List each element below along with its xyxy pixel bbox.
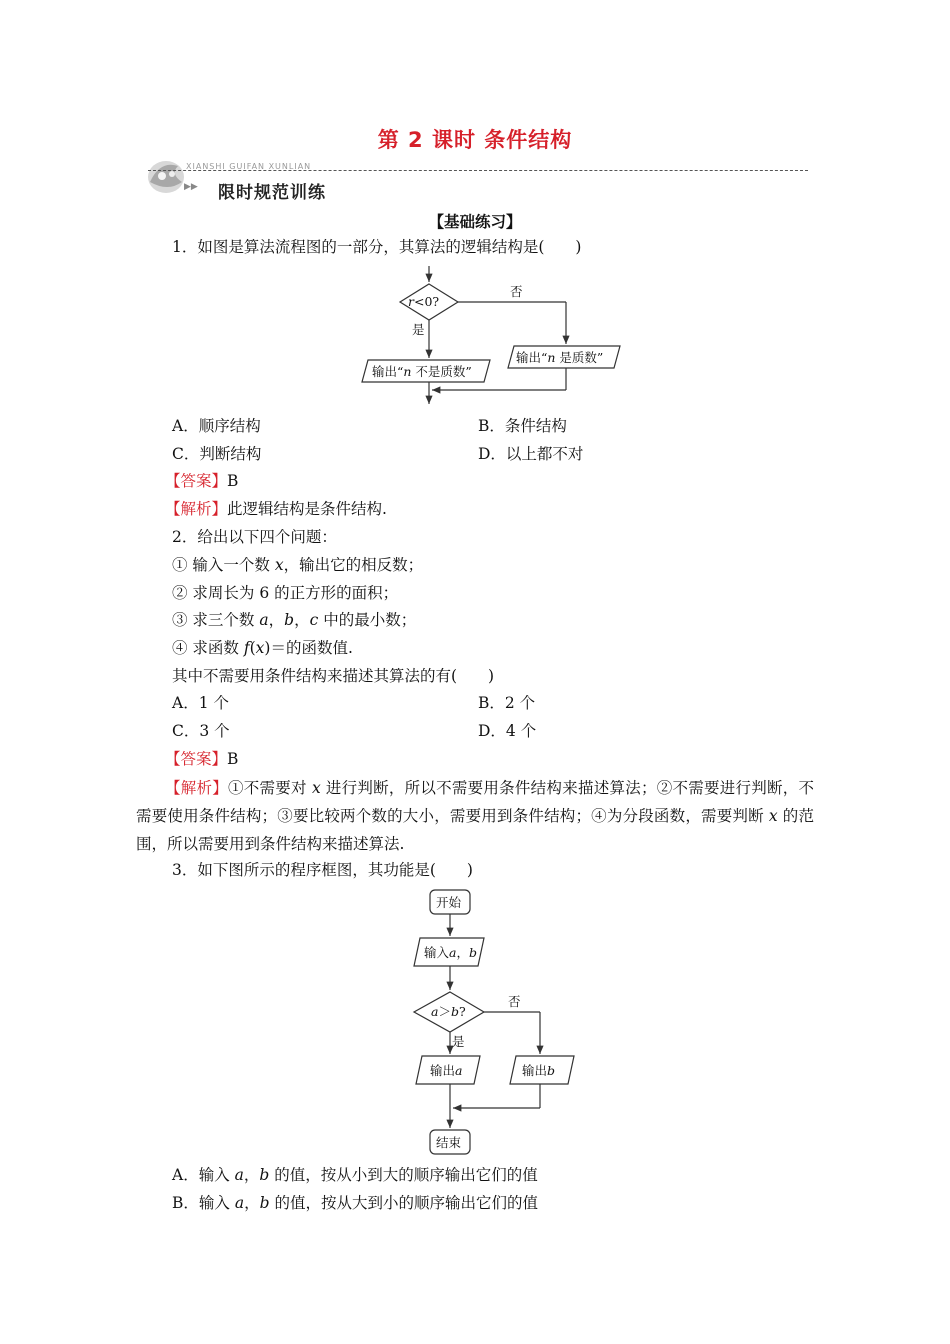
svg-text:输出“n 不是质数”: 输出“n 不是质数” [372,364,472,379]
answer-tag: 【答案】 [165,472,228,490]
page-title: 第 2 课时 条件结构 [377,128,573,152]
q2-item-3: ③ 求三个数 a，b，c 中的最小数； [172,611,417,629]
q1-option-c: C．判断结构 [172,445,262,463]
analysis-tag: 【解析】 [165,779,229,797]
section-heading: 【基础练习】 [428,212,522,231]
q3-no-label: 否 [508,994,521,1009]
q3-yes-label: 是 [452,1034,465,1049]
q2-item-1: ① 输入一个数 x，输出它的相反数； [172,556,424,574]
q1-yes-label: 是 [412,322,425,337]
q1-option-d: D．以上都不对 [478,445,584,463]
q2-answer [165,749,238,769]
banner-english: XIANSHI GUIFAN XUNLIAN [186,162,312,171]
svg-text:r<0?: r<0? [408,294,440,309]
banner-logo-icon [140,152,190,198]
q2-item-2: ② 求周长为 6 的正方形的面积； [172,584,399,602]
svg-text:输出“n 是质数”: 输出“n 是质数” [516,350,604,365]
answer-tag: 【答案】 [165,750,228,768]
q2-answer-value: B [227,750,239,768]
svg-text:输入a，b: 输入a，b [424,945,477,960]
q2-analysis: 【解析】①不需要对 x 进行判断，所以不需要用条件结构来描述算法；②不需要进行判断，不需要使用条件结构；③要比较两个数的大小，需要用到条件结构；④为分段函数，需要判断 x 的范围，所以需要用到条件结构来描述算法. [136,779,814,853]
q1-option-b: B．条件结构 [478,417,567,435]
q2-option-d: D．4 个 [478,722,537,740]
q1-option-a: A．顺序结构 [172,417,261,435]
svg-text:输出a: 输出a [430,1063,463,1078]
svg-text:开始: 开始 [436,895,462,910]
q1-analysis [165,499,387,519]
svg-text:输出b: 输出b [522,1063,556,1078]
q1-answer [165,471,238,491]
q3-flowchart [400,884,580,1162]
svg-text:a＞b?: a＞b? [431,1004,466,1019]
q2-option-c: C．3 个 [172,722,230,740]
q1-analysis-text: 此逻辑结构是条件结构. [227,500,387,518]
banner-arrows-icon: ▶▶ [184,182,198,192]
q2-stem: 2．给出以下四个问题： [172,528,337,546]
q1-no-label: 否 [510,284,523,299]
analysis-tag: 【解析】 [165,500,228,518]
banner-heading: 限时规范训练 [218,183,326,203]
q3-option-a: A．输入 a，b 的值，按从小到大的顺序输出它们的值 [172,1166,538,1184]
q2-option-a: A．1 个 [172,694,229,712]
q3-stem: 3．如下图所示的程序框图，其功能是( ) [172,861,473,879]
q2-option-b: B．2 个 [478,694,536,712]
q1-answer-value: B [227,472,239,490]
q2-question: 其中不需要用条件结构来描述其算法的有( ) [172,667,495,685]
q3-option-b: B．输入 a，b 的值，按从大到小的顺序输出它们的值 [172,1194,538,1212]
q1-flowchart [340,264,640,410]
svg-text:结束: 结束 [436,1135,462,1150]
q1-stem: 1．如图是算法流程图的一部分，其算法的逻辑结构是( ) [172,238,582,256]
q2-item-4: ④ 求函数 f(x)＝的函数值. [172,639,353,657]
